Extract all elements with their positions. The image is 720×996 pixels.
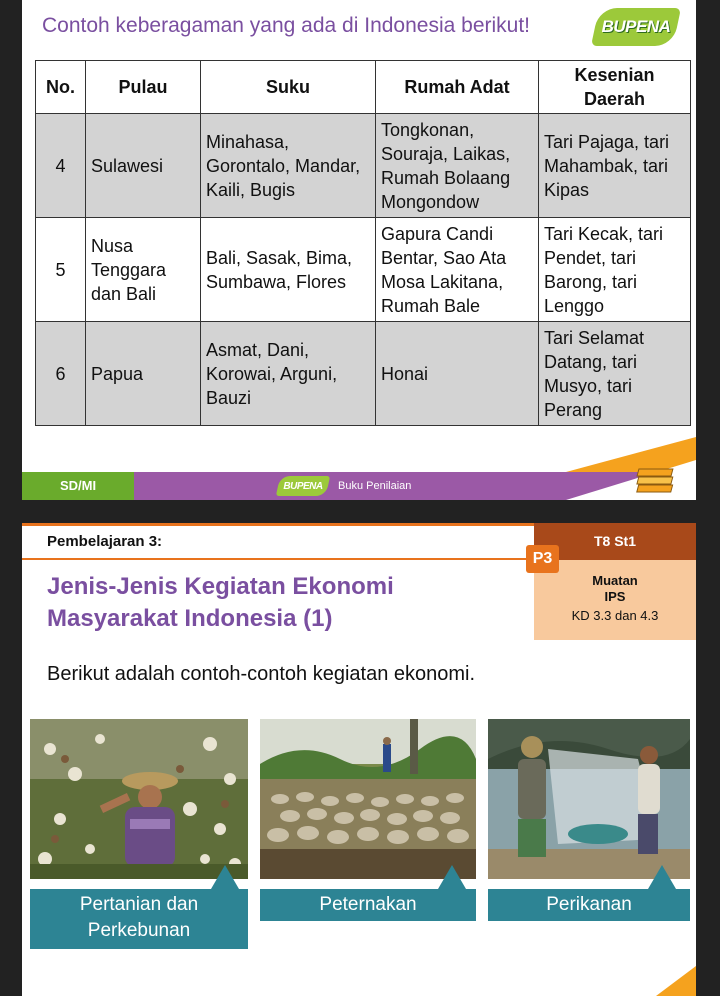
book-label: Buku Penilaian — [338, 480, 412, 492]
subject-box — [534, 560, 696, 640]
caption-pointer — [211, 865, 239, 889]
table-row — [36, 218, 691, 322]
caption-pointer — [438, 865, 466, 889]
livestock-photo — [260, 719, 476, 879]
books-icon — [634, 465, 684, 495]
header-kesenian: Kesenian Daerah — [539, 61, 691, 114]
cell-pulau: Papua — [86, 322, 201, 426]
subject-name: IPS — [604, 589, 626, 604]
header-pulau: Pulau — [86, 61, 201, 114]
caption-peternakan: Peternakan — [260, 889, 476, 921]
table-row — [36, 114, 691, 218]
cell-rumah: Tongkonan, Souraja, Laikas, Rumah Bolaang Mongondow — [376, 114, 539, 218]
lesson-label: Pembelajaran 3: — [47, 533, 163, 550]
cell-pulau: Sulawesi — [86, 114, 201, 218]
logo-text-small: BUPENA — [283, 480, 323, 492]
fishery-photo — [488, 719, 690, 879]
header-no: No. — [36, 61, 86, 114]
muatan-label: Muatan — [592, 573, 638, 588]
page-bottom — [22, 523, 696, 996]
cell-pulau: Nusa Tenggara dan Bali — [86, 218, 201, 322]
cell-rumah: Gapura Candi Bentar, Sao Ata Mosa Lakitana, Rumah Bale — [376, 218, 539, 322]
diversity-table — [35, 60, 691, 426]
page-top — [22, 0, 696, 500]
cell-kesenian: Tari Pajaga, tari Mahambak, tari Kipas — [539, 114, 691, 218]
header-rumah-adat: Rumah Adat — [376, 61, 539, 114]
logo-text: BUPENA — [601, 17, 671, 36]
orange-corner-decoration — [656, 966, 696, 996]
cell-suku: Minahasa, Gorontalo, Mandar, Kaili, Bugis — [201, 114, 376, 218]
caption-pointer — [648, 865, 676, 889]
cell-suku: Bali, Sasak, Bima, Sumbawa, Flores — [201, 218, 376, 322]
header-suku: Suku — [201, 61, 376, 114]
theme-code: T8 St1 — [534, 523, 696, 560]
lesson-title: Jenis-Jenis Kegiatan Ekonomi Masyarakat Indonesia (1) — [47, 573, 394, 632]
table-header-row — [36, 61, 691, 114]
cell-rumah: Honai — [376, 322, 539, 426]
farming-photo — [30, 719, 248, 879]
table-row — [36, 322, 691, 426]
kd-label: KD 3.3 dan 4.3 — [571, 608, 659, 623]
cell-no: 6 — [36, 322, 86, 426]
caption-perikanan: Perikanan — [488, 889, 690, 921]
lesson-underline — [22, 558, 532, 560]
cell-kesenian: Tari Selamat Datang, tari Musyo, tari Perang — [539, 322, 691, 426]
cell-no: 4 — [36, 114, 86, 218]
cell-kesenian: Tari Kecak, tari Pendet, tari Barong, tari Lenggo — [539, 218, 691, 322]
caption-pertanian: Pertanian dan Perkebunan — [30, 889, 248, 949]
cell-suku: Asmat, Dani, Korowai, Arguni, Bauzi — [201, 322, 376, 426]
page-heading: Contoh keberagaman yang ada di Indonesia berikut! — [42, 14, 531, 37]
level-label: SD/MI — [22, 472, 134, 500]
cell-no: 5 — [36, 218, 86, 322]
intro-text: Berikut adalah contoh-contoh kegiatan ekonomi. — [47, 663, 476, 685]
bupena-logo-small — [278, 476, 328, 496]
bupena-logo — [595, 8, 677, 46]
lesson-badge: P3 — [526, 545, 559, 573]
